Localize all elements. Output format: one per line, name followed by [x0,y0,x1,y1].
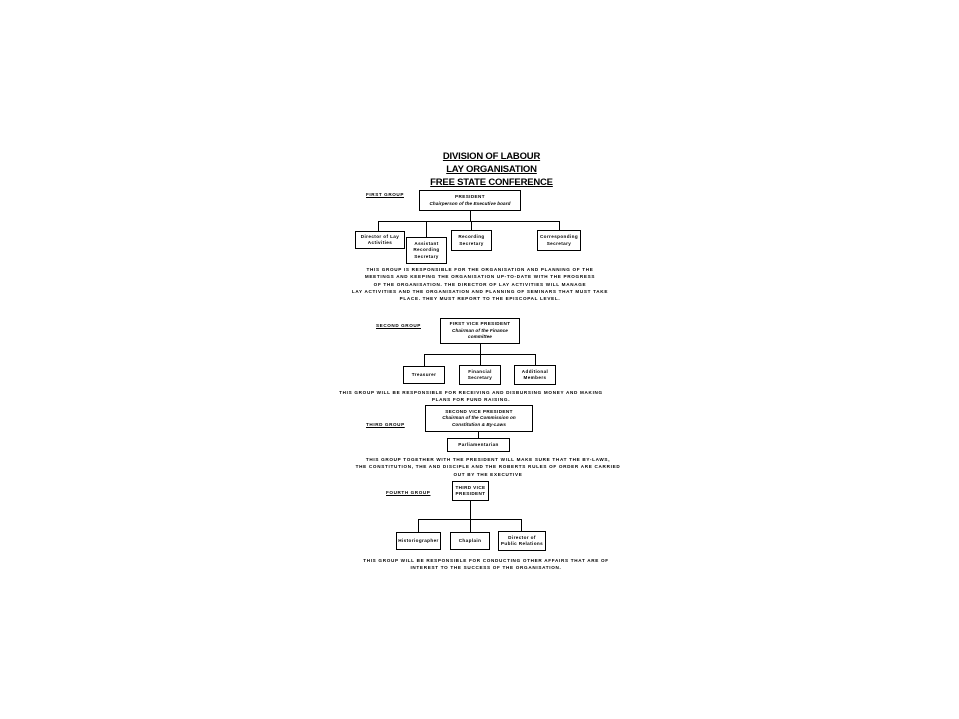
description-line: THIS GROUP WILL BE RESPONSIBLE FOR CONDUCTING OTHER AFFAIRS THAT ARE OF [363,558,609,563]
box-line: Secretary [467,375,493,380]
connector [470,211,471,221]
first-group-label: FIRST GROUP [366,192,404,197]
box-line: Recording [413,247,440,253]
president-subtitle: Chairperson of the Executive board [429,200,511,206]
box-line: Activities [367,240,393,245]
additional-members-box [514,365,556,385]
third-vice-president-title: THIRD VICE [455,484,486,490]
director-lay-activities-box [355,231,405,249]
connector [521,519,522,531]
description-line: THE CONSTITUTION, THE AND DISCIPLE AND THE ROBERTS RULES OF ORDER ARE CARRIED [355,464,621,470]
description-line: THIS GROUP WILL BE RESPONSIBLE FOR RECEIVING AND DISBURSING MONEY AND MAKING [339,390,603,395]
second-group-description [291,389,651,404]
title-division-of-labour: DIVISION OF LABOUR [442,151,541,162]
assistant-recording-secretary-box [406,237,447,264]
president-title: PRESIDENT [455,194,485,199]
box-line: Chaplain [458,537,482,543]
connector [418,519,419,532]
treasurer-box [403,366,445,384]
connector [378,221,379,231]
third-vice-president-title: PRESIDENT [455,491,486,496]
corresponding-secretary-box [537,230,581,251]
description-line: LAY ACTIVITIES AND THE ORGANISATION AND PLANNING OF SEMINARS THAT MUST TAKE [351,288,609,294]
second-vice-president-title: SECOND VICE PRESIDENT [445,408,513,414]
second-vice-president-box [425,405,533,432]
box-line: Members [523,375,547,380]
box-line: Assistant [414,240,439,246]
third-vice-president-box [452,481,489,501]
parliamentarian-box [447,438,510,452]
title-free-state-conference: FREE STATE CONFERENCE [430,177,553,188]
connector [480,354,481,365]
box-line: Parliamentarian [458,441,499,447]
box-line: Director of Lay [360,233,400,239]
description-line: MEETINGS AND KEEPING THE ORGANISATION UP-TO-DATE WITH THE PROGRESS [364,274,596,280]
connector [470,501,471,519]
second-vice-president-subtitle: Chairman of the Commission on [442,415,516,421]
box-line: Recording [458,234,485,239]
box-line: Treasurer [411,371,437,377]
first-vice-president-title: FIRST VICE PRESIDENT [449,321,511,327]
fourth-group-description [306,557,666,572]
connector [378,221,560,222]
box-line: Secretary [459,240,484,246]
box-line: Historiographer [398,537,439,543]
connector [535,354,536,365]
title-lay-organisation: LAY ORGANISATION [446,164,537,175]
second-group-label: SECOND GROUP [376,323,421,328]
first-vice-president-subtitle: committee [468,334,492,340]
description-line: PLANS FOR FUND RAISING. [431,397,511,403]
third-group-label: THIRD GROUP [366,422,405,427]
connector [470,519,471,532]
description-line: THIS GROUP TOGETHER WITH THE PRESIDENT WILL MAKE SURE THAT THE BY-LAWS, [365,457,611,462]
connector [426,221,427,237]
second-vice-president-subtitle: Constitution & By-Laws [451,421,506,427]
box-line: Secretary [546,240,572,246]
description-line: OUT BY THE EXECUTIVE [453,471,523,477]
description-line: PLACE. THEY MUST REPORT TO THE EPISCOPAL LEVEL. [399,296,561,302]
first-vice-president-subtitle: Chairman of the Finance [452,327,508,333]
connector [480,344,481,354]
connector [424,354,425,366]
first-vice-president-box [440,318,520,344]
box-line: Director of [508,534,536,540]
director-public-relations-box [498,531,546,551]
description-line: THIS GROUP IS RESPONSIBLE FOR THE ORGANISATION AND PLANNING OF THE [366,267,594,272]
description-line: OF THE ORGANISATION. THE DIRECTOR OF LAY ACTIVITIES WILL MANAGE [373,281,587,287]
box-line: Financial [468,368,492,374]
financial-secretary-box [459,365,501,385]
third-group-description [308,456,668,478]
first-group-description [300,266,660,302]
connector [559,221,560,230]
fourth-group-label: FOURTH GROUP [386,490,431,495]
recording-secretary-box [451,230,492,251]
description-line: INTEREST TO THE SUCCESS OF THE ORGANISATION. [410,565,562,571]
chaplain-box [450,532,490,550]
box-line: Corresponding [539,234,579,239]
box-line: Additional [521,368,549,374]
connector [471,221,472,230]
historiographer-box [396,532,441,550]
president-box [419,190,521,211]
box-line: Public Relations [500,541,544,546]
box-line: Secretary [414,253,439,259]
